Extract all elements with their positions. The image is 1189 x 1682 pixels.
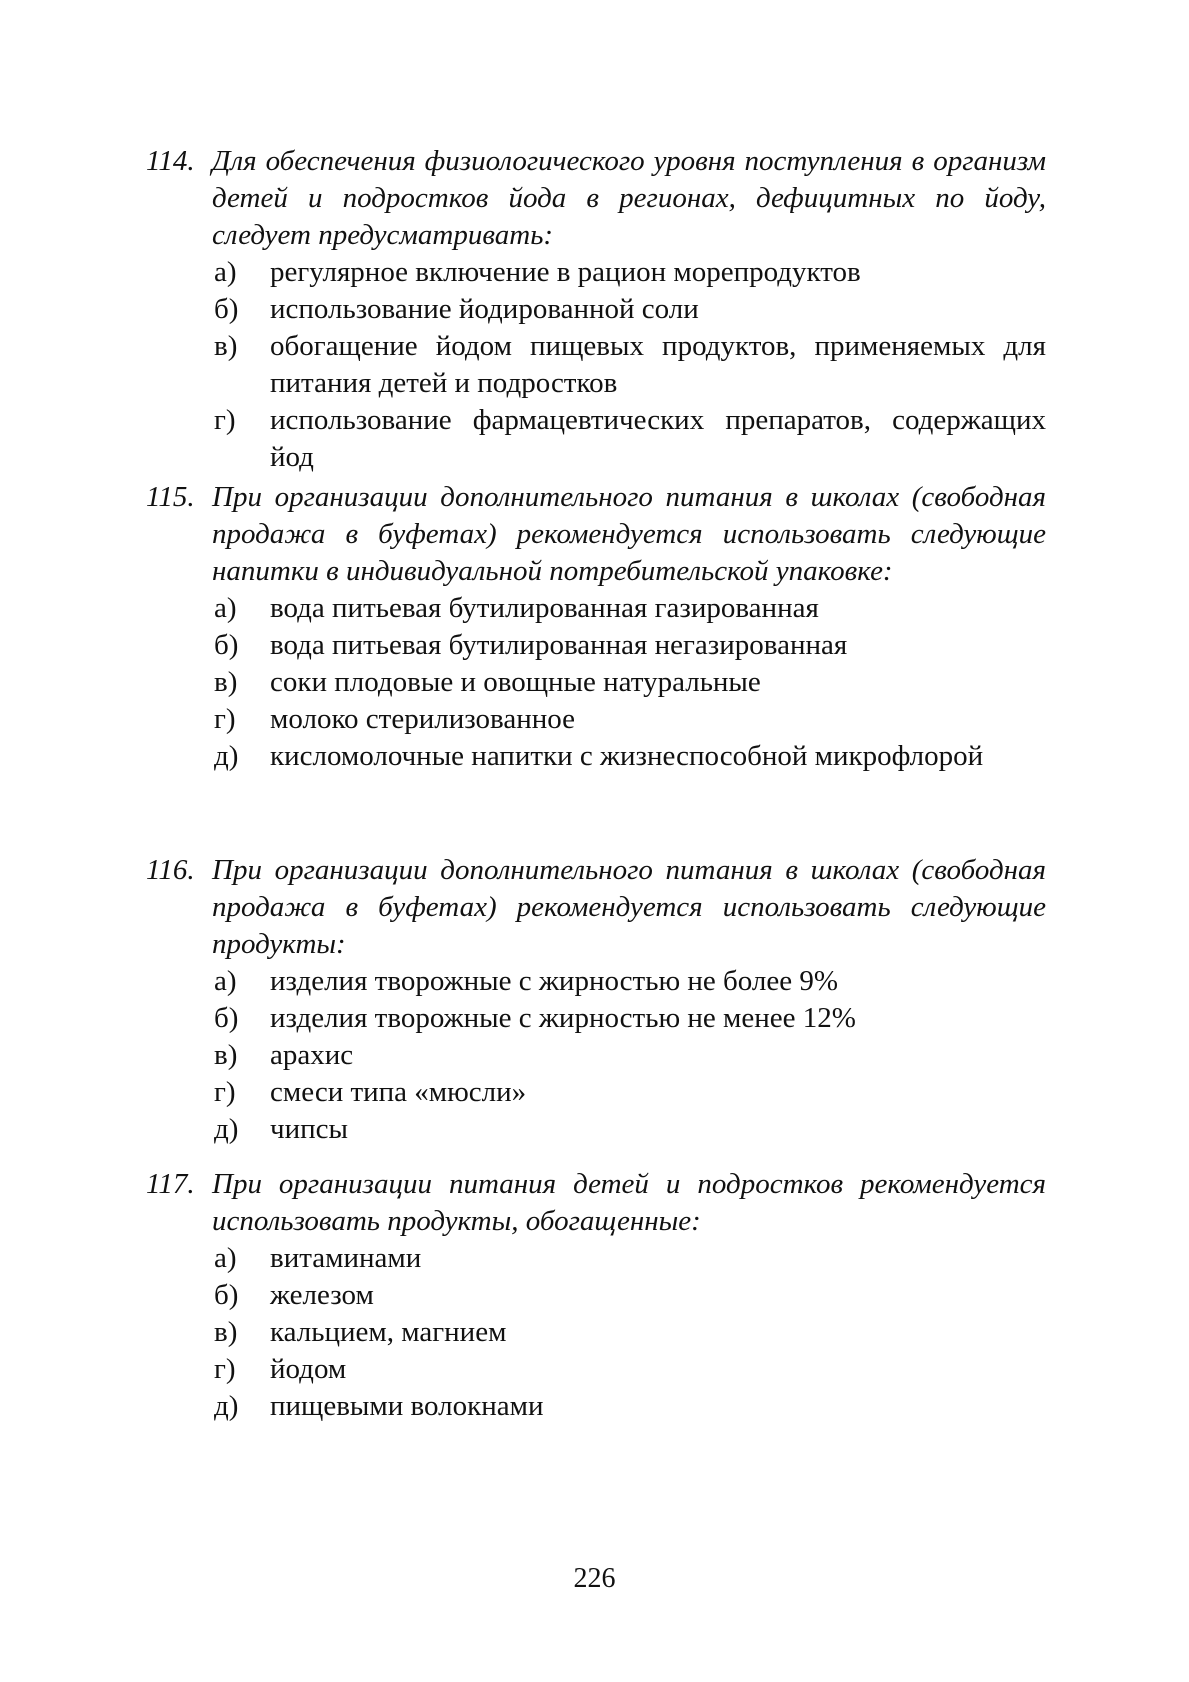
option-letter: г) — [214, 404, 236, 436]
option-letter: а) — [214, 965, 237, 997]
answer-options — [146, 963, 1046, 1148]
answer-option — [146, 738, 1046, 775]
option-text: молоко стерилизованное — [270, 703, 575, 735]
answer-option — [146, 402, 1046, 476]
question-115 — [146, 479, 1046, 775]
option-text: пищевыми волокнами — [270, 1390, 544, 1422]
answer-option — [146, 590, 1046, 627]
option-letter: а) — [214, 592, 237, 624]
option-letter: б) — [214, 629, 239, 661]
option-text: кальцием, магнием — [270, 1316, 507, 1348]
answer-options — [146, 1240, 1046, 1425]
answer-options — [146, 590, 1046, 775]
question-stem — [146, 479, 1046, 590]
answer-option — [146, 328, 1046, 402]
question-number: 114. — [146, 145, 195, 177]
question-117 — [146, 1166, 1046, 1425]
option-text: смеси типа «мюсли» — [270, 1076, 527, 1108]
answer-option — [146, 963, 1046, 1000]
option-text: вода питьевая бутилированная негазированная — [270, 629, 848, 661]
question-number: 117. — [146, 1168, 195, 1200]
option-letter: д) — [214, 740, 239, 772]
option-text: изделия творожные с жирностью не более 9% — [270, 965, 839, 997]
option-letter: б) — [214, 293, 239, 325]
question-text: Для обеспечения физиологического уровня поступления в организм детей и подростков йода в регионах, дефицитных по йоду, следует предусматривать: — [212, 145, 1046, 251]
option-letter: б) — [214, 1279, 239, 1311]
answer-option — [146, 1314, 1046, 1351]
option-text: использование фармацевтических препаратов, содержащих йод — [270, 404, 1046, 473]
option-text: арахис — [270, 1039, 354, 1071]
page-number: 226 — [573, 1563, 616, 1594]
option-letter: а) — [214, 256, 237, 288]
question-text: При организации дополнительного питания в школах (свободная продажа в буфетах) рекомендуется использовать следующие напитки в индивидуальной потребительской упаковке: — [212, 481, 1046, 587]
option-text: чипсы — [270, 1113, 348, 1145]
answer-option — [146, 1037, 1046, 1074]
option-letter: д) — [214, 1113, 239, 1145]
question-number: 116. — [146, 854, 195, 886]
option-text: изделия творожные с жирностью не менее 12% — [270, 1002, 856, 1034]
option-letter: г) — [214, 1076, 236, 1108]
answer-option — [146, 1351, 1046, 1388]
option-text: йодом — [270, 1353, 347, 1385]
option-text: обогащение йодом пищевых продуктов, применяемых для питания детей и подростков — [270, 330, 1046, 399]
option-letter: б) — [214, 1002, 239, 1034]
option-text: кисломолочные напитки с жизнеспособной микрофлорой — [270, 740, 984, 772]
answer-option — [146, 291, 1046, 328]
question-number: 115. — [146, 481, 195, 513]
answer-option — [146, 664, 1046, 701]
answer-options — [146, 254, 1046, 476]
answer-option — [146, 701, 1046, 738]
answer-option — [146, 254, 1046, 291]
option-text: витаминами — [270, 1242, 422, 1274]
answer-option — [146, 627, 1046, 664]
option-letter: в) — [214, 330, 238, 362]
option-text: соки плодовые и овощные натуральные — [270, 666, 761, 698]
option-text: использование йодированной соли — [270, 293, 699, 325]
option-letter: д) — [214, 1390, 239, 1422]
option-letter: в) — [214, 1316, 238, 1348]
option-letter: г) — [214, 1353, 236, 1385]
answer-option — [146, 1000, 1046, 1037]
option-letter: а) — [214, 1242, 237, 1274]
question-116 — [146, 852, 1046, 1148]
question-stem — [146, 143, 1046, 254]
question-stem — [146, 1166, 1046, 1240]
question-stem — [146, 852, 1046, 963]
option-letter: в) — [214, 666, 238, 698]
option-text: регулярное включение в рацион морепродуктов — [270, 256, 861, 288]
option-text: вода питьевая бутилированная газированная — [270, 592, 819, 624]
answer-option — [146, 1277, 1046, 1314]
option-letter: г) — [214, 703, 236, 735]
answer-option — [146, 1111, 1046, 1148]
answer-option — [146, 1240, 1046, 1277]
answer-option — [146, 1074, 1046, 1111]
question-text: При организации дополнительного питания в школах (свободная продажа в буфетах) рекомендуется использовать следующие продукты: — [212, 854, 1046, 960]
option-text: железом — [270, 1279, 374, 1311]
answer-option — [146, 1388, 1046, 1425]
question-114 — [146, 143, 1046, 476]
question-text: При организации питания детей и подростков рекомендуется использовать продукты, обогащенные: — [212, 1168, 1046, 1237]
option-letter: в) — [214, 1039, 238, 1071]
